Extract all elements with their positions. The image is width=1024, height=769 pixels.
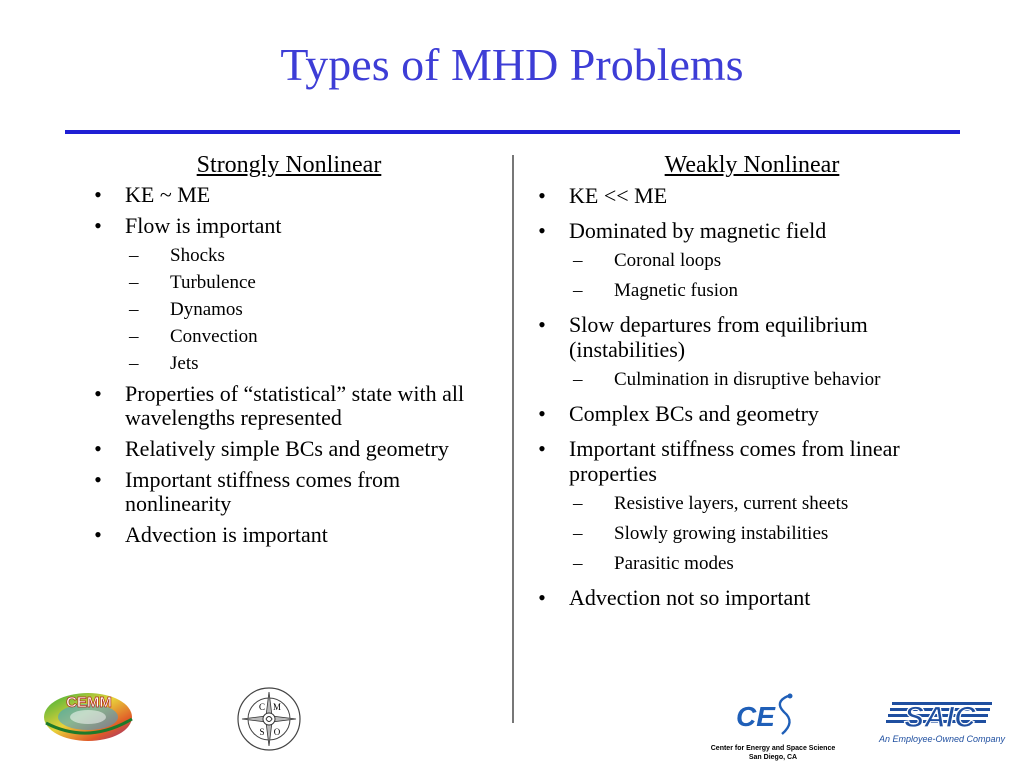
bullet-text: Slow departures from equilibrium (instabilities)	[569, 312, 868, 362]
dash-marker: –	[129, 353, 139, 374]
sub-bullet-item	[569, 492, 972, 515]
saic-logo	[878, 696, 1006, 748]
right-bullet-item	[532, 401, 972, 426]
left-bullet-item	[88, 382, 500, 430]
right-column	[532, 152, 972, 620]
bullet-marker: •	[538, 183, 546, 208]
ces-line-1: Center for Energy and Space Science	[710, 745, 836, 752]
left-bullet-list	[88, 183, 500, 547]
dash-marker: –	[573, 523, 583, 544]
sub-bullet-list	[569, 368, 972, 391]
right-bullet-item	[532, 436, 972, 575]
bullet-text: Advection is important	[125, 522, 328, 547]
cmso-letter-m: M	[272, 702, 282, 712]
left-bullet-item	[88, 183, 500, 207]
bullet-text: KE ~ ME	[125, 182, 211, 207]
sub-bullet-list	[569, 492, 972, 575]
left-column-heading: Strongly Nonlinear	[196, 152, 382, 178]
sub-bullet-list	[569, 249, 972, 302]
sub-bullet-text: Dynamos	[170, 299, 243, 320]
bullet-text: Important stiffness comes from nonlinearity	[125, 467, 401, 516]
sub-bullet-text: Magnetic fusion	[614, 280, 739, 301]
sub-bullet-item	[569, 249, 972, 272]
bullet-marker: •	[94, 522, 102, 547]
bullet-marker: •	[94, 182, 102, 207]
bullet-marker: •	[538, 401, 546, 426]
bullet-text: Important stiffness comes from linear properties	[569, 436, 900, 486]
sub-bullet-item	[569, 368, 972, 391]
sub-bullet-item	[125, 352, 500, 375]
sub-bullet-text: Slowly growing instabilities	[614, 523, 829, 544]
bullet-marker: •	[538, 312, 546, 337]
left-bullet-item	[88, 523, 500, 547]
dash-marker: –	[129, 272, 139, 293]
slide-title: Types of MHD Problems	[280, 39, 744, 90]
right-bullet-item	[532, 218, 972, 302]
sub-bullet-item	[125, 271, 500, 294]
cmso-letter-o: O	[273, 727, 281, 737]
bullet-marker: •	[538, 436, 546, 461]
sub-bullet-text: Coronal loops	[614, 250, 722, 271]
cmso-seal	[236, 686, 302, 752]
bullet-text: Advection not so important	[569, 585, 811, 610]
column-divider	[512, 155, 514, 723]
ces-logo	[708, 690, 838, 764]
dash-marker: –	[573, 493, 583, 514]
sub-bullet-item	[569, 522, 972, 545]
bullet-text: Flow is important	[125, 213, 282, 238]
dash-marker: –	[573, 553, 583, 574]
right-bullet-list	[532, 183, 972, 610]
ces-mark: CE	[736, 701, 775, 732]
sub-bullet-item	[125, 325, 500, 348]
bullet-text: Dominated by magnetic field	[569, 218, 827, 243]
left-bullet-item	[88, 468, 500, 516]
sub-bullet-text: Turbulence	[170, 272, 256, 293]
bullet-marker: •	[94, 467, 102, 492]
bullet-marker: •	[538, 218, 546, 243]
left-bullet-item	[88, 214, 500, 375]
sub-bullet-item	[125, 298, 500, 321]
right-bullet-item	[532, 585, 972, 610]
sub-bullet-item	[569, 279, 972, 302]
ces-line-2: San Diego, CA	[748, 754, 798, 761]
bullet-marker: •	[94, 436, 102, 461]
bullet-marker: •	[538, 585, 546, 610]
saic-mark: SAIC	[904, 701, 976, 734]
saic-tagline: An Employee-Owned Company	[878, 734, 1006, 744]
bullet-text: KE << ME	[569, 183, 668, 208]
dash-marker: –	[129, 299, 139, 320]
bullet-text: Complex BCs and geometry	[569, 401, 819, 426]
sub-bullet-list	[125, 244, 500, 375]
dash-marker: –	[129, 326, 139, 347]
bullet-marker: •	[94, 381, 102, 406]
cmso-letter-c: C	[258, 702, 266, 712]
sub-bullet-text: Convection	[170, 326, 258, 347]
bullet-marker: •	[94, 213, 102, 238]
left-column	[88, 152, 500, 554]
cmso-letter-s: S	[259, 727, 265, 737]
sub-bullet-item	[569, 552, 972, 575]
sub-bullet-text: Culmination in disruptive behavior	[614, 369, 881, 390]
bullet-text: Properties of “statistical” state with all wavelengths represented	[125, 381, 465, 430]
dash-marker: –	[573, 369, 583, 390]
bullet-text: Relatively simple BCs and geometry	[125, 436, 449, 461]
sub-bullet-text: Shocks	[170, 245, 225, 266]
cemm-logo	[40, 683, 138, 745]
right-bullet-item	[532, 183, 972, 208]
dash-marker: –	[573, 280, 583, 301]
right-bullet-item	[532, 312, 972, 391]
dash-marker: –	[129, 245, 139, 266]
left-bullet-item	[88, 437, 500, 461]
right-column-heading: Weakly Nonlinear	[664, 152, 840, 178]
title-underline-rule	[65, 130, 960, 134]
sub-bullet-text: Resistive layers, current sheets	[614, 493, 849, 514]
sub-bullet-text: Jets	[170, 353, 199, 374]
cemm-logo-text: CEMM	[66, 694, 112, 711]
dash-marker: –	[573, 250, 583, 271]
sub-bullet-text: Parasitic modes	[614, 553, 734, 574]
sub-bullet-item	[125, 244, 500, 267]
